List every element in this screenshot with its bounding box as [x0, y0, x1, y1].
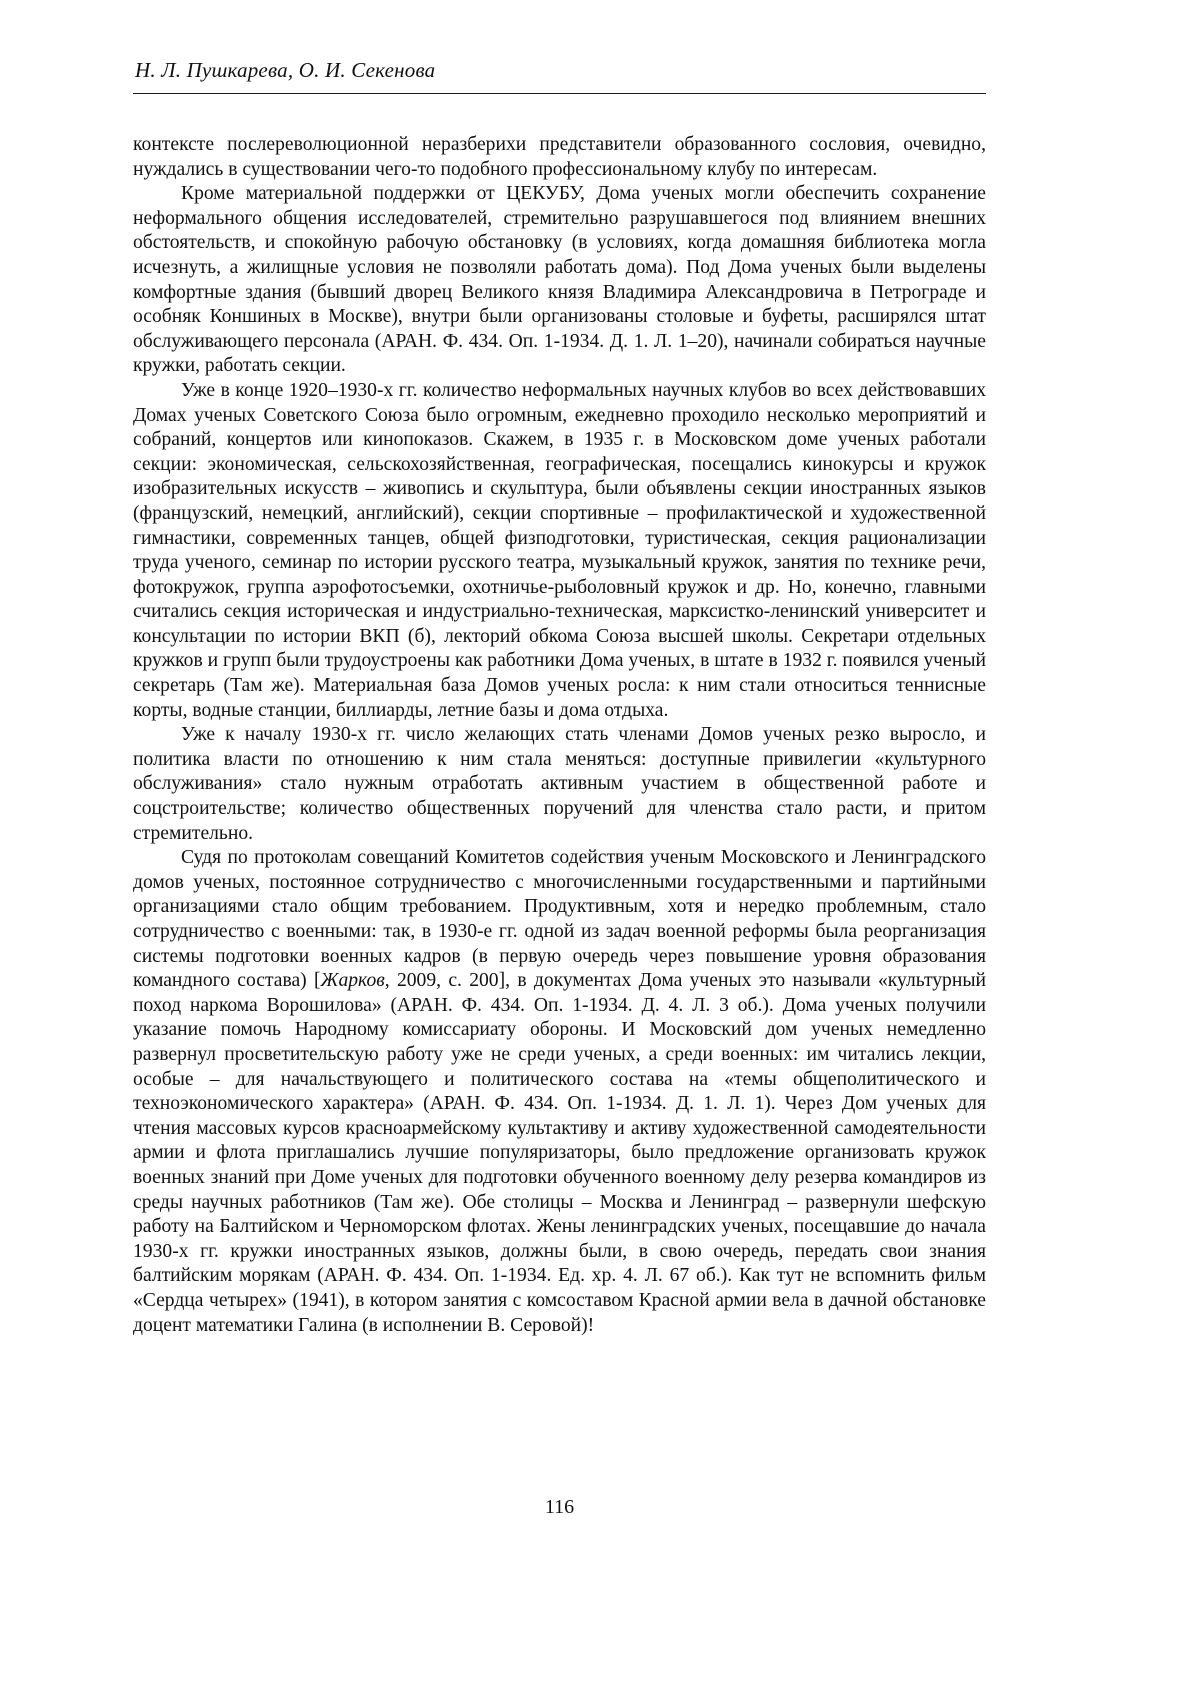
paragraph-text: , 2009, с. 200], в документах Дома ученых это называли «культурный поход наркома Ворошилова» (АРАН. Ф. 434. Оп. 1-1934. Д. 4. Л. 3 об.). Дома ученых получили указание помочь Народному комиссариату обороны. И Московский дом ученых немедленно развернул просветительскую работу уже не среди ученых, а среди военных: им читались лекции, особые – для начальствующего и политического состава на «темы общеполитического и техноэкономического характера» (АРАН. Ф. 434. Оп. 1-1934. Д. 1. Л. 1). Через Дом ученых для чтения массовых курсов красноармейскому культактиву и активу художественной самодеятельности армии и флота приглашались лучшие популяризаторы, было предложение организовать кружок военных знаний при Доме ученых для подготовки обученного военному делу резерва командиров из среды научных работников (Там же). Обе столицы – Москва и Ленинград – развернули шефскую работу на Балтийском и Черноморском флотах. Жены ленинградских ученых, посещавшие до начала 1930-х гг. кружки иностранных языков, должны были, в свою очередь, передать свои знания балтийским морякам (АРАН. Ф. 434. Оп. 1-1934. Ед. хр. 4. Л. 67 об.). Как тут не вспомнить фильм «Сердца четырех» (1941), в котором занятия с комсоставом Красной армии вела в дачной обстановке доцент математики Галина (в исполнении В. Серовой)! [133, 970, 986, 1336]
paragraph-text: Судя по протоколам совещаний Комитетов содействия ученым Московского и Ленинградского домов ученых, постоянное сотрудничество с многочисленными государственными и партийными организациями стало общим требованием. Продуктивным, хотя и нередко проблемным, стало сотрудничество с военными: так, в 1930-е гг. одной из задач военной реформы была реорганизация системы подготовки военных кадров (в первую очередь через повышение уровня образования командного состава) [ [133, 847, 986, 992]
page-content [133, 58, 986, 1338]
paragraph: Кроме материальной поддержки от ЦЕКУБУ, Дома ученых могли обеспечить сохранение неформального общения исследователей, стремительно разрушавшегося под влиянием внешних обстоятельств, и спокойную рабочую обстановку (в условиях, когда домашняя библиотека могла исчезнуть, а жилищные условия не позволяли работать дома). Под Дома ученых были выделены комфортные здания (бывший дворец Великого князя Владимира Александровича в Петрограде и особняк Коншиных в Москве), внутри были организованы столовые и буфеты, расширялся штат обслуживающего персонала (АРАН. Ф. 434. Оп. 1-1934. Д. 1. Л. 1–20), начинали собираться научные кружки, работать секции. [133, 183, 986, 377]
body-text [133, 133, 986, 1338]
paragraph [133, 846, 986, 1338]
paragraph-continuation: контексте послереволюционной неразберихи представители образованного сословия, очевидно, нуждались в существовании чего-то подобного профессиональному клубу по интересам. [133, 134, 986, 180]
header-rule [133, 93, 986, 94]
paragraph: Уже к началу 1930-х гг. число желающих стать членами Домов ученых резко выросло, и политика власти по отношению к ним стала меняться: доступные привилегии «культурного обслуживания» стало нужным отработать активным участием в общественной работе и соцстроительстве; количество общественных поручений для членства стало расти, и притом стремительно. [133, 724, 986, 844]
citation-author: Жарков [320, 970, 385, 992]
paragraph: Уже в конце 1920–1930-х гг. количество неформальных научных клубов во всех действовавших Домах ученых Советского Союза было огромным, ежедневно проходило несколько мероприятий и собраний, концертов или кинопоказов. Скажем, в 1935 г. в Московском доме ученых работали секции: экономическая, сельскохозяйственная, географическая, посещались кинокурсы и кружок изобразительных искусств – живопись и скульптура, были объявлены секции иностранных языков (французский, немецкий, английский), секции спортивные – профилактической и художественной гимнастики, современных танцев, общей физподготовки, туристическая, секция рационализации труда ученого, семинар по истории русского театра, музыкальный кружок, занятия по технике речи, фотокружок, группа аэрофотосъемки, охотничье-рыболовный кружок и др. Но, конечно, главными считались секция историческая и индустриально-техническая, марксистко-ленинский университет и консультации по истории ВКП (б), лекторий обкома Союза высшей школы. Секретари отдельных кружков и групп были трудоустроены как работники Дома ученых, в штате в 1932 г. появился ученый секретарь (Там же). Материальная база Домов ученых росла: к ним стали относиться теннисные корты, водные станции, биллиарды, летние базы и дома отдыха. [133, 379, 986, 721]
running-head-authors: Н. Л. Пушкарева, О. И. Секенова [135, 58, 436, 82]
page-number: 116 [544, 1496, 575, 1518]
